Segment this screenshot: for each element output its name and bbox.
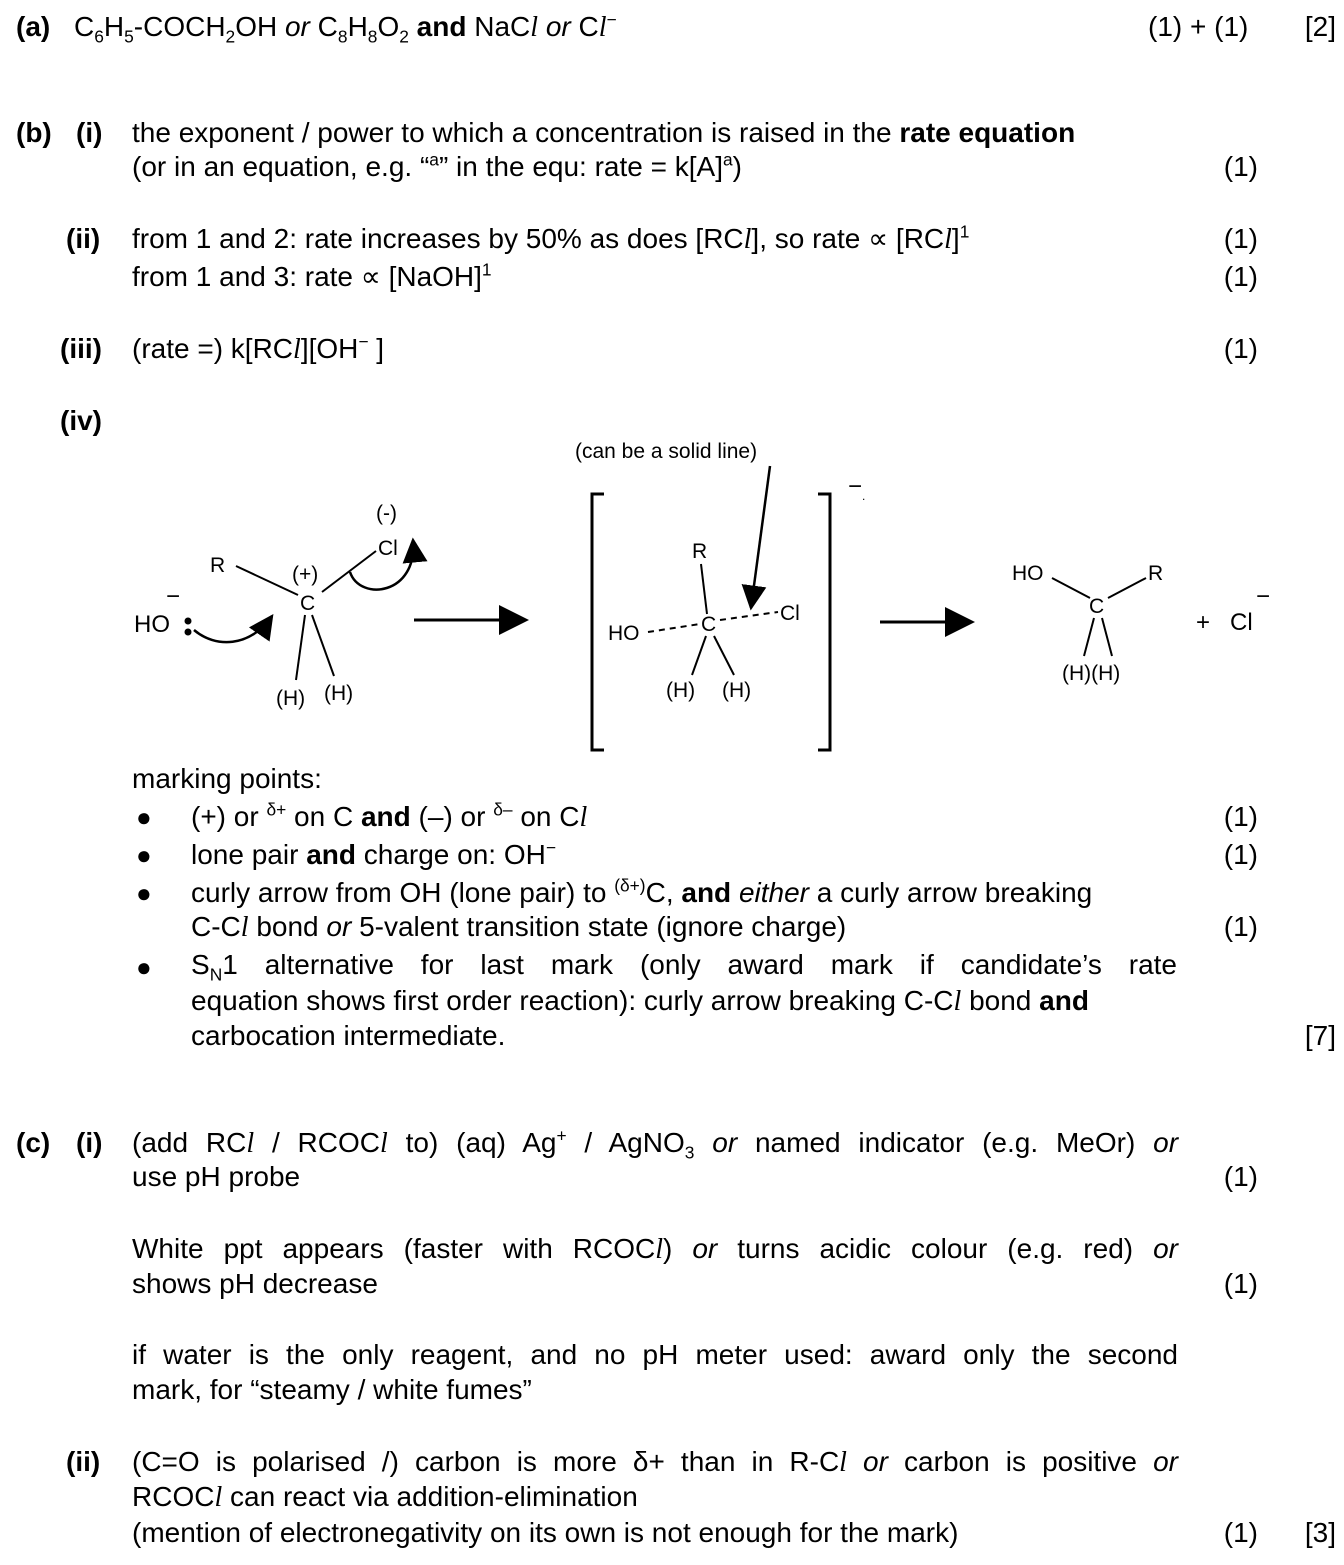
part-b-ii-mark2: (1) (1223, 261, 1258, 292)
sn2-mechanism-diagram (0, 430, 1344, 760)
product-h-labels: (H)(H) (1062, 662, 1121, 685)
part-b-i-mark: (1) (1223, 151, 1258, 182)
ts-r-label: R (692, 540, 708, 563)
part-c-i-line6: mark, for “steamy / white fumes” (132, 1374, 532, 1405)
chloride-label: Cl (1230, 609, 1253, 636)
bullet-icon: ● (136, 802, 152, 832)
part-c-ii-line1: (C=O is polarised /) carbon is more δ+ than in R-Cl or carbon is positive or (132, 1446, 1178, 1478)
part-c-i-mark1: (1) (1223, 1161, 1258, 1192)
part-b-total: [7] (1304, 1020, 1336, 1051)
part-b-iv-label: (iv) (60, 405, 102, 436)
reactant-h2-label: (H) (324, 682, 354, 705)
marking-point-3-mark: (1) (1223, 911, 1258, 942)
transition-state-charge: − (848, 473, 863, 500)
part-c-ii-mark: (1) (1223, 1517, 1258, 1548)
plus-sign: + (1196, 609, 1211, 636)
marking-points-heading: marking points: (132, 763, 322, 794)
reactant-carbon-label: C (300, 592, 316, 615)
part-c-i-line2: use pH probe (132, 1161, 301, 1192)
part-c-i-line4: shows pH decrease (132, 1268, 378, 1299)
ts-h2-label: (H) (722, 679, 752, 702)
marking-point-1-mark: (1) (1223, 801, 1258, 832)
hydroxide-ho-label: HO (134, 611, 170, 638)
part-a-total: [2] (1304, 11, 1336, 42)
stray-dot: . (862, 489, 866, 503)
curly-arrow-icon (194, 616, 272, 642)
marking-point-4-line1: $S_N1$ alternative for last mark (only award mark if candidate’s rate (191, 949, 1177, 985)
part-c-i-line1: (add RCl / RCOCl to) (aq) Ag+ / AgNO$_3$ or named indicator (e.g. MeOr) or (132, 1125, 1179, 1163)
marking-point-3-line2: C-Cl bond or 5-valent transition state (ignore charge) (191, 911, 847, 943)
marking-point-3-line1: curly arrow from OH (lone pair) to $^{(\delta+)}$C, and either a curly arrow breaking (191, 875, 1093, 908)
part-b-i-line2: (or in an equation, e.g. “$^a$” in the equ: rate = $k[A]^a$) (132, 149, 742, 182)
product-r-label: R (1148, 562, 1164, 585)
part-b-label: (b) (16, 117, 52, 148)
ts-h1-label: (H) (666, 679, 696, 702)
marking-point-4-line3: carbocation intermediate. (191, 1020, 506, 1051)
part-c-ii-line2: RCOCl can react via addition-elimination (132, 1481, 638, 1513)
part-b-ii-line2: from 1 and 3: rate ∝ [NaOH]$^1$ (132, 259, 492, 292)
part-c-label: (c) (16, 1127, 51, 1158)
part-c-total: [3] (1304, 1517, 1336, 1548)
bullet-icon: ● (136, 878, 152, 908)
chloride-charge: − (1256, 583, 1271, 610)
part-b-iii-answer: (rate =) k[RCl][OH− ] (132, 331, 385, 365)
part-c-ii-line3: (mention of electronegativity on its own is not enough for the mark) (132, 1517, 959, 1548)
reactant-cl-label: Cl (378, 537, 398, 560)
part-a-label: (a) (16, 11, 51, 42)
bullet-icon: ● (136, 840, 152, 870)
lone-pair-dot (185, 618, 192, 625)
part-b-iii-label: (iii) (60, 333, 102, 364)
part-b-i-label: (i) (76, 117, 103, 148)
product-ho-label: HO (1012, 562, 1044, 585)
part-b-ii-line1: from 1 and 2: rate increases by 50% as does [RCl], so rate ∝ [RCl]$^1$ (132, 221, 970, 255)
product-carbon-label: C (1089, 595, 1105, 618)
marking-point-1: (+) or $^{\delta+}$ on C and (–) or $^{\delta-}$ on Cl (191, 799, 588, 833)
reactant-h1-label: (H) (276, 687, 306, 710)
bullet-icon: ● (136, 952, 152, 982)
part-c-ii-label: (ii) (66, 1446, 101, 1477)
chlorine-partial-negative: (-) (376, 502, 397, 525)
ts-ho-label: HO (608, 622, 640, 645)
part-c-i-line5: if water is the only reagent, and no pH meter used: award only the second (132, 1339, 1178, 1370)
carbon-partial-positive: (+) (292, 563, 319, 586)
marking-point-2-mark: (1) (1223, 839, 1258, 870)
hydroxide-charge: − (166, 583, 181, 610)
part-b-ii-mark1: (1) (1223, 223, 1258, 254)
part-b-iii-mark: (1) (1223, 333, 1258, 364)
part-c-i-mark2: (1) (1223, 1268, 1258, 1299)
part-a-marks: (1) + (1) (1148, 11, 1249, 42)
part-c-i-label: (i) (76, 1127, 103, 1158)
part-b-ii-label: (ii) (66, 223, 101, 254)
part-c-i-line3: White ppt appears (faster with RCOCl) or turns acidic colour (e.g. red) or (132, 1233, 1178, 1265)
left-bracket (592, 494, 604, 750)
right-bracket (818, 494, 830, 750)
part-b-i-line1: the exponent / power to which a concentration is raised in the rate equation (132, 117, 1076, 148)
marking-point-2: lone pair and charge on: OH− (191, 837, 556, 870)
ts-carbon-label: C (701, 613, 717, 636)
part-a-answer: $C_6H_5-COCH_2OH$ or $C_8H_8O_2$ and NaCl or Cl− (74, 9, 617, 47)
reactant-r-label: R (210, 554, 226, 577)
note-pointer-arrow (751, 466, 770, 608)
solid-line-note: (can be a solid line) (575, 440, 758, 463)
ts-cl-label: Cl (780, 602, 800, 625)
lone-pair-dot (185, 629, 192, 636)
marking-point-4-line2: equation shows first order reaction): curly arrow breaking C-Cl bond and (191, 985, 1089, 1017)
